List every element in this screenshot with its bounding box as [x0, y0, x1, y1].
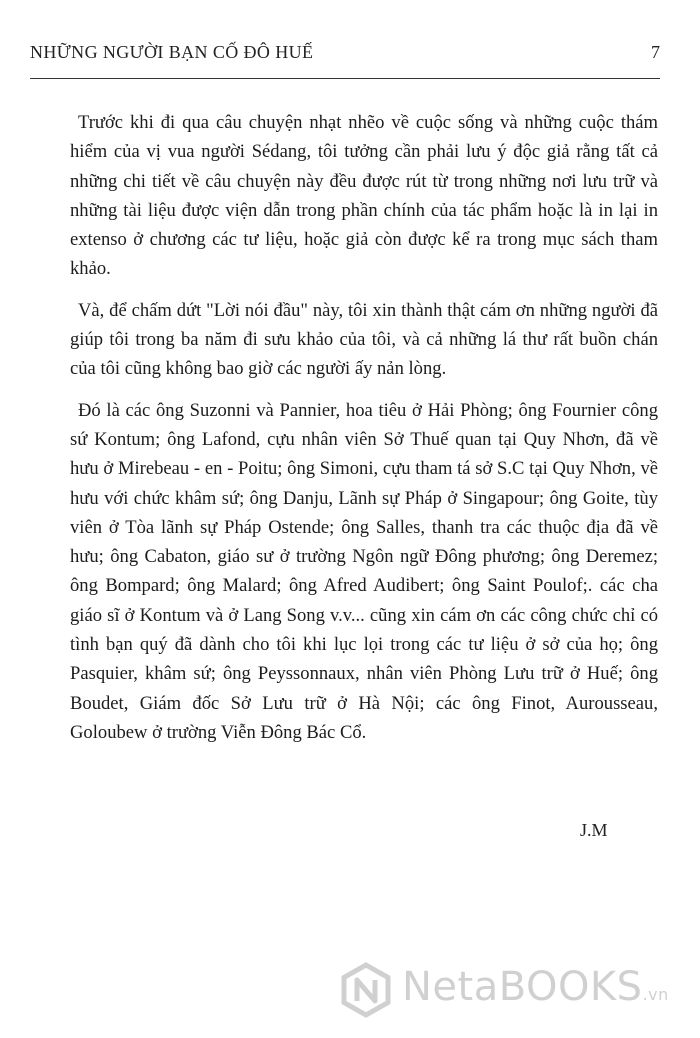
paragraph-intro: Trước khi đi qua câu chuyện nhạt nhẽo về cuộc sống và những cuộc thám hiểm của vị vua người Sédang, tôi tưởng cần phải lưu ý độc giả rằng tất cả những chi tiết về câu chuyện này đều được rút từ trong những nơi lưu trữ và những tài liệu được viện dẫn trong phần chính của tác phẩm hoặc là in lại in extenso ở chương các tư liệu, hoặc giả còn được kể ra trong mục sách tham khảo.	[70, 112, 658, 280]
paragraph-acknowledgements: Đó là các ông Suzonni và Pannier, hoa tiêu ở Hải Phòng; ông Fournier công sứ Kontum; ông Lafond, cựu nhân viên Sở Thuế quan tại Quy Nhơn, đã về hưu ở Mirebeau - en - Poitu; ông Simoni, cựu tham tá sở S.C tại Quy Nhơn, về hưu với chức khâm sứ; ông Danju, Lãnh sự Pháp ở Singapour; ông Goite, tùy viên ở Tòa lãnh sự Pháp Ostende; ông Salles, thanh tra các thuộc địa đã về hưu; ông Cabaton, giáo sư ở trường Ngôn ngữ Đông phương; ông Deremez; ông Bompard; ông Malard; ông Afred Audibert; ông Saint Poulof;. các cha giáo sĩ ở Kontum và ở Lang Song v.v... cũng xin cám ơn các công chức chỉ có tình bạn quý đã dành cho tôi khi lục lọi trong các tư liệu ở sở của họ; ông Pasquier, khâm sứ; ông Peyssonnaux, nhân viên Phòng Lưu trữ ở Huế; ông Boudet, Giám đốc Sở Lưu trữ ở Hà Nội; các ông Finot, Aurousseau, Goloubew ở trường Viễn Đông Bác Cổ.	[70, 399, 658, 743]
header-rule	[30, 78, 660, 79]
watermark	[340, 962, 690, 1022]
page-number: 7	[651, 42, 660, 62]
author-signature: J.M	[580, 820, 608, 840]
paragraph-thanks: Và, để chấm dứt "Lời nói đầu" này, tôi xin thành thật cám ơn những người đã giúp tôi trong ba năm đi sưu khảo của tôi, và cả những lá thư rất buồn chán của tôi cũng không bao giờ các người ấy nản lòng.	[70, 299, 658, 380]
watermark-text	[402, 964, 669, 1010]
page-header	[30, 42, 660, 72]
running-title: NHỮNG NGƯỜI BẠN CỐ ĐÔ HUẾ	[30, 42, 314, 62]
netabooks-logo-icon	[340, 962, 392, 1018]
watermark-brand: NetaBOOKS	[402, 964, 643, 1010]
body-text	[70, 108, 658, 759]
watermark-suffix: .vn	[642, 985, 669, 1004]
